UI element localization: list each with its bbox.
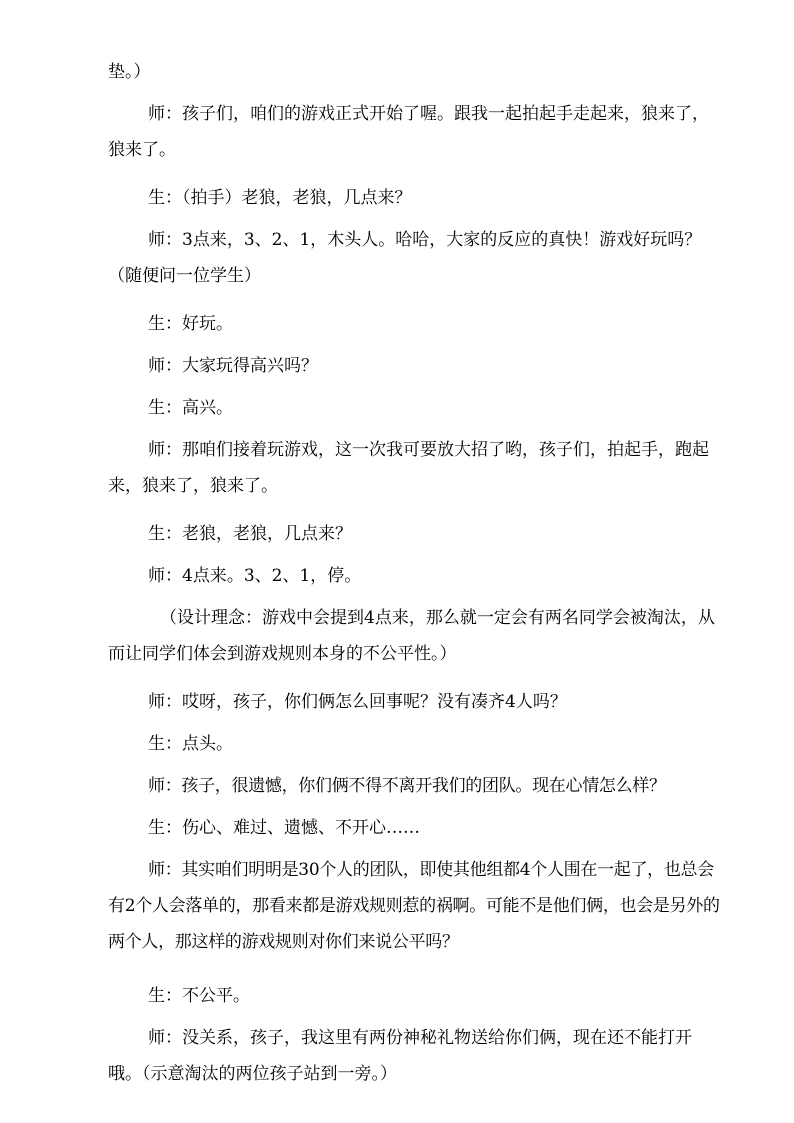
paragraph-17: 生：不公平。 bbox=[148, 986, 250, 1006]
paragraph-18: 师：没关系，孩子，我这里有两份神秘礼物送给你们俩，现在还不能打开哦。（示意淘汰的两位孩子站到一旁。） bbox=[108, 1028, 692, 1084]
paragraph-5: 生：好玩。 bbox=[148, 314, 233, 334]
paragraph-14: 师：孩子，很遗憾，你们俩不得不离开我们的团队。现在心情怎么样？ bbox=[148, 776, 666, 796]
paragraph-2: 师：孩子们，咱们的游戏正式开始了喔。跟我一起拍起手走起来，狼来了，狼来了。 bbox=[108, 104, 709, 160]
paragraph-9: 生：老狼，老狼，几点来？ bbox=[148, 524, 352, 544]
design-note: （设计理念：游戏中会提到4点来，那么就一定会有两名同学会被淘汰，从而让同学们体会到游戏规则本身的不公平性。） bbox=[108, 608, 715, 664]
paragraph-7: 生：高兴。 bbox=[148, 398, 233, 418]
paragraph-16: 师：其实咱们明明是30个人的团队，即使其他组都4个人围在一起了，也总会有2个人会落单的，那看来都是游戏规则惹的祸啊。可能不是他们俩，也会是另外的两个人，那这样的游戏规则对你们来说公平吗？ bbox=[108, 860, 720, 952]
paragraph-1: 垫。） bbox=[108, 62, 151, 82]
paragraph-4: 师：3点来，3、2、1，木头人。哈哈，大家的反应的真快！游戏好玩吗？（随便问一位学生） bbox=[108, 230, 702, 286]
paragraph-6: 师：大家玩得高兴吗？ bbox=[148, 356, 318, 376]
paragraph-13: 生：点头。 bbox=[148, 734, 233, 754]
paragraph-3: 生：（拍手）老狼，老狼，几点来？ bbox=[148, 188, 412, 208]
paragraph-10: 师：4点来。3、2、1，停。 bbox=[148, 566, 362, 586]
paragraph-8: 师：那咱们接着玩游戏，这一次我可要放大招了哟，孩子们，拍起手，跑起来，狼来了，狼来了。 bbox=[108, 440, 709, 496]
paragraph-15: 生：伤心、难过、遗憾、不开心…… bbox=[148, 818, 420, 838]
paragraph-12: 师：哎呀，孩子，你们俩怎么回事呢？没有凑齐4人吗？ bbox=[148, 692, 567, 712]
